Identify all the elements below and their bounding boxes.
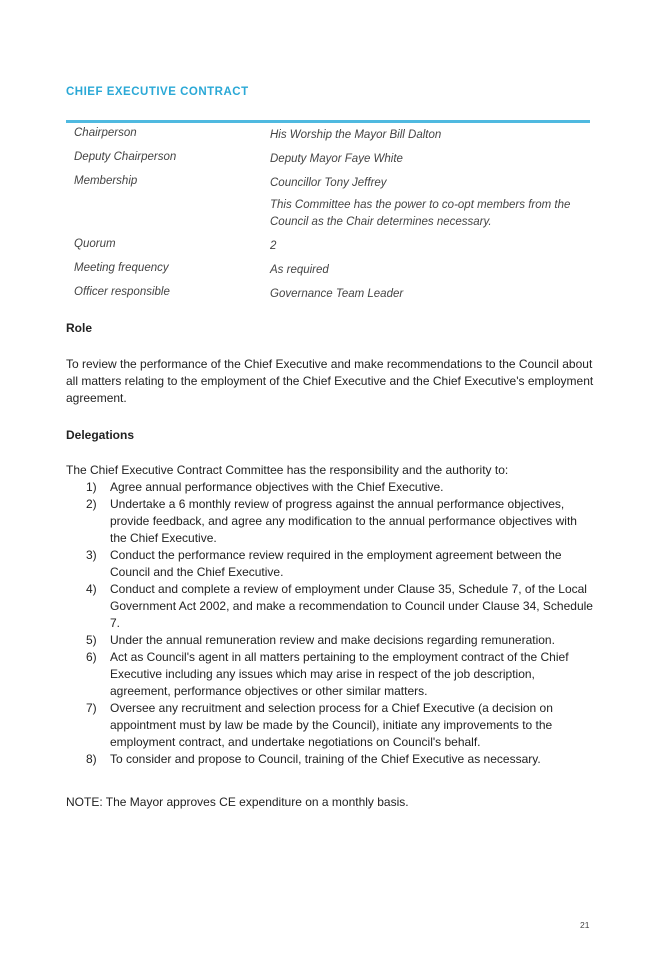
meta-value: Councillor Tony Jeffrey xyxy=(270,177,387,189)
list-number: 1) xyxy=(86,480,97,494)
role-heading: Role xyxy=(66,321,93,335)
meta-label: Quorum xyxy=(74,238,116,250)
list-text: Conduct and complete a review of employment under Clause 35, Schedule 7, of the Local Government Act 2002, and make a recommendation to Council under Clause 34, Schedule 7. xyxy=(110,582,593,630)
list-number: 3) xyxy=(86,548,97,562)
list-number: 7) xyxy=(86,701,97,715)
page-number: 21 xyxy=(580,920,590,930)
meta-value: This Committee has the power to co-opt members from the Council as the Chair determines necessary. xyxy=(270,199,571,228)
delegations-list xyxy=(66,479,594,768)
list-item xyxy=(66,547,594,581)
meta-label: Officer responsible xyxy=(74,286,170,298)
list-number: 5) xyxy=(86,633,97,647)
list-item xyxy=(66,496,594,547)
document-title: CHIEF EXECUTIVE CONTRACT xyxy=(66,86,249,98)
list-text: Act as Council's agent in all matters pertaining to the employment contract of the Chief Executive including any issues which may arise in respect of the job description, agreement, performance objectives or other similar matters. xyxy=(110,650,569,698)
list-text: To consider and propose to Council, training of the Chief Executive as necessary. xyxy=(110,752,541,766)
list-number: 8) xyxy=(86,752,97,766)
list-item xyxy=(66,581,594,632)
list-item xyxy=(66,479,594,496)
list-text: Conduct the performance review required in the employment agreement between the Council and the Chief Executive. xyxy=(110,548,562,579)
list-number: 4) xyxy=(86,582,97,596)
meta-label: Membership xyxy=(74,175,138,187)
meta-value: His Worship the Mayor Bill Dalton xyxy=(270,129,442,141)
list-text: Oversee any recruitment and selection process for a Chief Executive (a decision on appointment must by law be made by the Council), initiate any improvements to the employment contract, and undertake negotiations on Council's behalf. xyxy=(110,701,553,749)
delegations-intro: The Chief Executive Contract Committee has the responsibility and the authority to: xyxy=(66,463,509,477)
list-text: Undertake a 6 monthly review of progress against the annual performance objectives, provide feedback, and agree any modification to the annual performance objectives with the Chief Executive. xyxy=(110,497,577,545)
list-item xyxy=(66,700,594,751)
list-item xyxy=(66,649,594,700)
meta-value: As required xyxy=(270,264,329,276)
title-rule xyxy=(66,120,590,123)
meta-label: Chairperson xyxy=(74,127,137,139)
meta-value: Governance Team Leader xyxy=(270,288,404,300)
meta-value: Deputy Mayor Faye White xyxy=(270,153,403,165)
list-item xyxy=(66,751,594,768)
list-text: Under the annual remuneration review and make decisions regarding remuneration. xyxy=(110,633,555,647)
list-number: 2) xyxy=(86,497,97,511)
list-number: 6) xyxy=(86,650,97,664)
list-text: Agree annual performance objectives with the Chief Executive. xyxy=(110,480,444,494)
note-text: NOTE: The Mayor approves CE expenditure on a monthly basis. xyxy=(66,795,409,809)
meta-label: Deputy Chairperson xyxy=(74,151,177,163)
delegations-heading: Delegations xyxy=(66,428,135,442)
list-item xyxy=(66,632,594,649)
meta-value: 2 xyxy=(270,240,277,252)
meta-label: Meeting frequency xyxy=(74,262,169,274)
role-text: To review the performance of the Chief Executive and make recommendations to the Council about all matters relating to the employment of the Chief Executive and the Chief Executive's employment agreement. xyxy=(66,357,594,405)
